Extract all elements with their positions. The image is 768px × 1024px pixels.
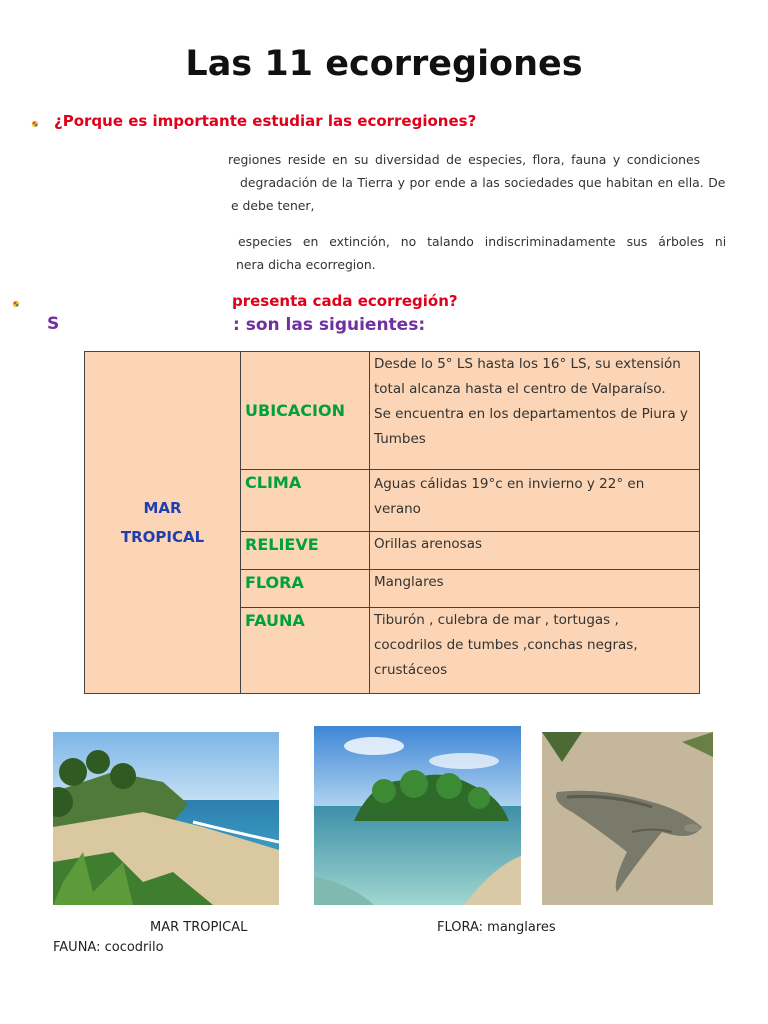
value-line: Tumbes	[374, 431, 426, 447]
value-line: total alcanza hasta el centro de Valparaíso.	[374, 381, 666, 397]
question-heading-1: ¿Porque es importante estudiar las ecorregiones?	[54, 112, 477, 130]
value-line: crustáceos	[374, 662, 448, 678]
subheading: : son las siguientes:	[233, 315, 426, 335]
subheading-initial: S	[47, 314, 60, 334]
value-relieve	[370, 532, 700, 570]
question-heading-2: presenta cada ecorregión?	[232, 292, 458, 310]
attribute-ubicacion: UBICACION	[241, 352, 370, 470]
value-line: Desde lo 5° LS hasta los 16° LS, su extensión	[374, 356, 681, 372]
value-line: Aguas cálidas 19°c en invierno y 22° en	[374, 476, 645, 492]
page-title: Las 11 ecorregiones	[185, 44, 583, 84]
attribute-relieve: RELIEVE	[241, 532, 370, 570]
value-line: cocodrilos de tumbes ,conchas negras,	[374, 637, 638, 653]
paragraph-1-line: regiones reside en su diversidad de especies, flora, fauna y condiciones	[228, 152, 701, 167]
value-line: Manglares	[374, 574, 444, 590]
value-fauna	[370, 608, 700, 694]
bullet-icon	[31, 120, 38, 127]
paragraph-1	[228, 148, 728, 217]
ecoregion-table	[84, 351, 700, 694]
mangrove-photo	[314, 726, 521, 905]
attribute-fauna: FAUNA	[241, 608, 370, 694]
value-line: Orillas arenosas	[374, 536, 483, 552]
paragraph-2-line: nera dicha ecorregion.	[236, 257, 376, 272]
bullet-icon	[12, 300, 19, 307]
attribute-clima: CLIMA	[241, 470, 370, 532]
value-flora	[370, 570, 700, 608]
value-ubicacion	[370, 352, 700, 470]
caption-fauna: FAUNA: cocodrilo	[53, 940, 164, 955]
beach-photo	[53, 732, 279, 905]
caption-flora: FLORA: manglares	[437, 920, 556, 935]
value-line: Tiburón , culebra de mar , tortugas ,	[374, 612, 619, 628]
paragraph-1-line: e debe tener,	[231, 198, 315, 213]
region-cell	[85, 352, 241, 694]
table-row	[85, 352, 700, 470]
value-line: Se encuentra en los departamentos de Piura y	[374, 406, 688, 422]
paragraph-1-line: degradación de la Tierra y por ende a las sociedades que habitan en ella. De	[240, 175, 726, 190]
paragraph-2-line: especies en extinción, no talando indiscriminadamente sus árboles ni	[238, 234, 727, 249]
region-label: MAR	[143, 498, 182, 517]
crocodile-photo	[542, 732, 713, 905]
region-label: TROPICAL	[120, 527, 205, 546]
attribute-flora: FLORA	[241, 570, 370, 608]
value-line: verano	[374, 501, 421, 517]
caption-mar-tropical: MAR TROPICAL	[150, 920, 248, 935]
value-clima	[370, 470, 700, 532]
paragraph-2	[228, 230, 728, 276]
